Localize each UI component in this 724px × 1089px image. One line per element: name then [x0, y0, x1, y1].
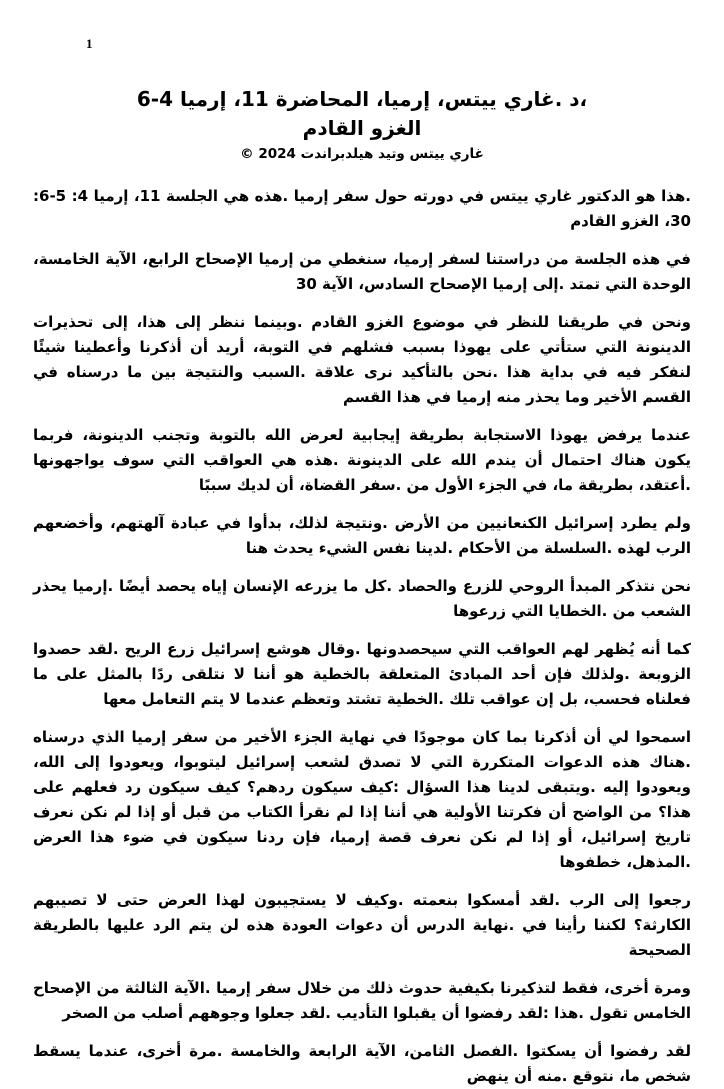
document-header — [0, 0, 724, 164]
paragraph-3: ونحن في طريقنا للنظر في موضوع الغزو القادم .وبينما ننظر إلى هذا، إلى تحذيرات الدينونة التي ستأتي على يهوذا بسبب فشلهم في التوبة، أريد أن أذكرنا وأعطينا شيئًا لنفكر فيه في بداية هذا .نحن بالتأكيد نرى علاقة .السبب والنتيجة بين ما درسناه في القسم الأخير وما يحذر منه إرميا في هذا القسم — [33, 313, 691, 406]
paragraph-10: ومرة أخرى، فقط لتذكيرنا بكيفية حدوث ذلك من خلال سفر إرميا .الآية الثالثة من الإصحاح الخامس تقول .هذا :لقد رفضوا أن يقبلوا التأديب .لقد جعلوا وجوههم أصلب من الصخر — [33, 979, 691, 1022]
paragraph-6: نحن نتذكر المبدأ الروحي للزرع والحصاد .كل ما يزرعه الإنسان إياه يحصد أيضًا .إرميا يحذر الشعب من .الخطايا التي زرعوها — [33, 577, 691, 620]
document-title: ،د .غاري ييتس، إرميا، المحاضرة 11، إرميا 4-6 — [136, 87, 588, 111]
paragraph-8: اسمحوا لي أن أذكرنا بما كان موجودًا في نهاية الجزء الأخير من سفر إرميا الذي درسناه .هناك هذه الدعوات المتكررة التي لا تصدق لشعب إسرائيل ليتوبوا، ويعودوا إلى الله، ويعودوا إليه .ويتبقى لدينا هذا السؤال :كيف سيكون ردهم؟ كيف سيكون رد فعلهم على هذا؟ من الواضح أن فكرتنا الأولية هي أننا إذا لم نقرأ الكتاب من قبل أو إذا لم نكن نعرف تاريخ إسرائيل، أو إذا لم نكن نعرف قصة إرميا، فإن ردنا سيكون في ضوء هذا العرض .المذهل، خطفوها — [33, 728, 691, 871]
paragraph-2: في هذه الجلسة من دراستنا لسفر إرميا، سنغطي من إرميا الإصحاح الرابع، الآية الخامسة، الوحدة التي تمتد .إلى إرميا الإصحاح السادس، الآية 30 — [33, 250, 691, 293]
paragraph-9: رجعوا إلى الرب .لقد أمسكوا بنعمته .وكيف لا يستجيبون لهذا العرض حتى لا تصيبهم الكارثة؟ لكننا رأينا في .نهاية الدرس أن دعوات العودة هذه لن يتم الرد عليها بالطريقة الصحيحة — [33, 891, 691, 959]
paragraph-4: عندما يرفض يهوذا الاستجابة بطريقة إيجابية لعرض الله بالتوبة وتجنب الدينونة، فربما يكون هناك احتمال أن يندم الله على الدينونة .هذه هي العواقب التي سوف يواجهونها .أعتقد، بطريقة ما، في الجزء الأول من .سفر القضاة، أن لديك سببًا — [33, 426, 691, 494]
document-subtitle: الغزو القادم — [302, 116, 422, 140]
document-body — [0, 164, 724, 1089]
paragraph-11: لقد رفضوا أن يسكتوا .الفصل الثامن، الآية الرابعة والخامسة .مرة أخرى، عندما يسقط شخص ما، نتوقع .منه أن ينهض — [33, 1042, 691, 1085]
paragraph-5: ولم يطرد إسرائيل الكنعانيين من الأرض .ونتيجة لذلك، بدأوا في عبادة آلهتهم، وأخضعهم الرب لهذه .السلسلة من الأحكام .لدينا نفس الشيء يحدث هنا — [33, 514, 691, 557]
page-number: 1 — [86, 36, 93, 51]
paragraph-7: كما أنه يُظهر لهم العواقب التي سيحصدونها .وقال هوشع إسرائيل زرع الريح .لقد حصدوا الزوبعة .ولذلك فإن أحد المبادئ المتعلقة بالخطية هو أننا لا نتلقى ردًا بالمثل على ما فعلناه فحسب، بل إن عواقب تلك .الخطية تشتد وتعظم عندما لا يتم التعامل معها — [33, 640, 691, 708]
copyright-line: غاري ييتس وتيد هيلدبراندت 2024 © — [240, 146, 484, 162]
paragraph-1: .هذا هو الدكتور غاري ييتس في دورته حول سفر إرميا .هذه هي الجلسة 11، إرميا 4: 5-6: 30، الغزو القادم — [33, 187, 691, 230]
